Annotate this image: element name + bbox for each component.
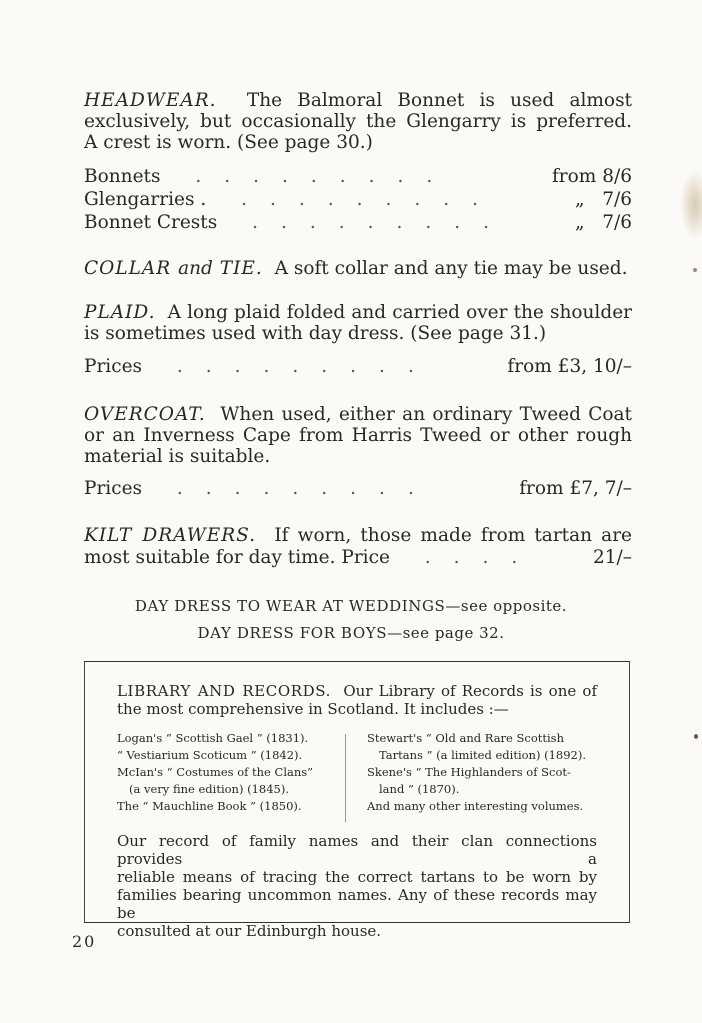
price-row: Bonnets ......... from 8/6 <box>84 166 632 187</box>
price-label: Prices <box>84 356 143 377</box>
list-item: “ Vestiarium Scoticum ” (1842). <box>117 748 303 762</box>
paper-speck <box>693 268 697 272</box>
list-item: Tartans ” (a limited edition) (1892). <box>379 748 586 762</box>
price-row: Bonnet Crests ......... „ 7/6 <box>84 212 632 233</box>
list-item: Logan's “ Scottish Gael ” (1831). <box>117 731 309 745</box>
paper-speck <box>694 734 698 739</box>
library-box <box>84 661 630 940</box>
overcoat-text-line: material is suitable. <box>84 446 271 467</box>
overcoat-price: from £7, 7/– <box>519 478 632 499</box>
library-list-right <box>367 730 597 815</box>
list-item: Skene's “ The Highlanders of Scot- <box>367 765 571 779</box>
plaid-section <box>84 302 632 344</box>
item-label: Bonnet Crests <box>84 212 218 233</box>
price-row: most suitable for day time. Price .... 21/– <box>84 547 632 568</box>
kilt-drawers-text-line: If worn, those made from tartan are <box>274 525 633 546</box>
overcoat-text-line: or an Inverness Cape from Harris Tweed or other rough <box>84 425 632 446</box>
kilt-drawers-heading: KILT DRAWERS. <box>84 525 257 546</box>
library-outro: Our record of family names and their clan connections provides a reliable means of tracing the correct tartans to be worn by families bearing uncommon names. Any of these records may be consulted at our Edinburgh house. <box>117 832 597 940</box>
collar-section <box>84 258 632 279</box>
item-price: 7/6 <box>602 189 632 210</box>
library-heading: LIBRARY AND RECORDS. <box>117 682 331 700</box>
collar-heading: COLLAR and TIE. <box>84 258 263 279</box>
headwear-text-line: A crest is worn. (See page 30.) <box>84 132 373 153</box>
list-item: The “ Mauchline Book ” (1850). <box>117 799 302 813</box>
price-prefix: „ <box>574 189 585 210</box>
list-item: land ” (1870). <box>379 782 460 796</box>
plaid-heading: PLAID. <box>84 302 156 323</box>
page-number: 20 <box>72 932 97 951</box>
price-row: Prices ......... from £7, 7/– <box>84 478 632 499</box>
boys-note: DAY DRESS FOR BOYS—see page 32. <box>197 624 505 642</box>
list-item: (a very fine edition) (1845). <box>129 782 290 796</box>
item-label: Bonnets <box>84 166 161 187</box>
price-row: Prices ......... from £3, 10/– <box>84 356 632 377</box>
overcoat-section <box>84 404 632 467</box>
item-price: 7/6 <box>602 212 632 233</box>
list-item: Stewart's “ Old and Rare Scottish <box>367 731 564 745</box>
headwear-section <box>84 90 632 153</box>
paper-stain <box>680 170 702 240</box>
price-label: Prices <box>84 478 143 499</box>
price-prefix: „ <box>574 212 585 233</box>
overcoat-heading: OVERCOAT. <box>84 404 206 425</box>
weddings-note: DAY DRESS TO WEAR AT WEDDINGS—see opposite. <box>134 597 568 615</box>
kilt-drawers-price: 21/– <box>592 547 632 568</box>
item-price: 8/6 <box>602 166 632 187</box>
list-item: And many other interesting volumes. <box>367 799 584 813</box>
list-item: McIan's “ Costumes of the Clans” <box>117 765 314 779</box>
kilt-drawers-section <box>84 525 632 546</box>
headwear-text-line: The Balmoral Bonnet is used almost <box>246 90 632 111</box>
column-divider <box>345 734 346 822</box>
item-label: Glengarries . <box>84 189 207 210</box>
kilt-drawers-text-line: most suitable for day time. Price <box>84 547 390 568</box>
plaid-text-line: is sometimes used with day dress. (See page 31.) <box>84 323 547 344</box>
headwear-heading: HEADWEAR. <box>84 90 217 111</box>
price-prefix: from <box>551 166 597 187</box>
headwear-text-line: exclusively, but occasionally the Glengarry is preferred. <box>84 111 632 132</box>
plaid-price: from £3, 10/– <box>507 356 632 377</box>
library-intro: LIBRARY AND RECORDS. Our Library of Records is one of the most comprehensive in Scotland. It includes :— <box>117 682 598 718</box>
overcoat-text-line: When used, either an ordinary Tweed Coat <box>220 404 632 425</box>
library-list-left <box>117 730 333 815</box>
price-row: Glengarries . ......... „ 7/6 <box>84 189 632 210</box>
collar-text: A soft collar and any tie may be used. <box>274 258 628 279</box>
plaid-text-line: A long plaid folded and carried over the shoulder <box>167 302 632 323</box>
